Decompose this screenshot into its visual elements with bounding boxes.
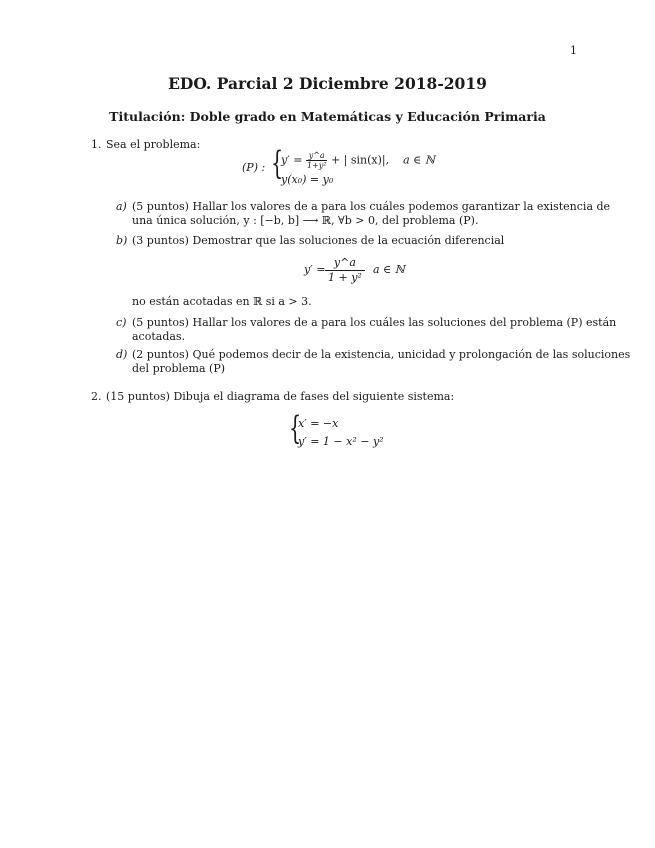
q1-part-c-label: c): [116, 316, 127, 329]
q2-eq2: y′ = 1 − x² − y²: [298, 435, 384, 448]
q1-b-eq-cond: a ∈ ℕ: [373, 263, 405, 276]
q1-part-d-line2: del problema (P): [132, 362, 226, 375]
q1-eq1-cond: a ∈ ℕ: [403, 153, 435, 167]
q1-b-eq-frac: [325, 256, 365, 285]
q1-eq1: [281, 151, 435, 170]
q1-b-eq-den: 1 + y²: [328, 271, 362, 284]
q1-eq1-frac-num: y^a: [306, 151, 328, 161]
q1-part-a-line2: una única solución, y : [−b, b] ⟶ ℝ, ∀b > 0, del problema (P).: [132, 214, 479, 227]
q1-system-label: (P) :: [242, 161, 266, 174]
q1-b-eq-lhs: y′ =: [304, 263, 326, 276]
page-number: 1: [570, 44, 577, 57]
q1-brace: {: [271, 144, 284, 182]
q2-brace: {: [289, 409, 302, 447]
q2-text: (15 puntos) Dibuja el diagrama de fases del siguiente sistema:: [106, 390, 455, 403]
q1-part-d-line1: (2 puntos) Qué podemos decir de la existencia, unicidad y prolongación de las soluciones: [132, 348, 631, 361]
q1-intro: Sea el problema:: [106, 138, 201, 151]
q1-part-c-line2: acotadas.: [132, 330, 186, 343]
q1-eq1-frac: [306, 151, 328, 170]
q2-eq1: x′ = −x: [298, 417, 339, 430]
q1-number: 1.: [91, 138, 102, 151]
q1-part-b-line1: (3 puntos) Demostrar que las soluciones de la ecuación diferencial: [132, 234, 505, 247]
q1-eq1-frac-den: 1+y²: [306, 161, 327, 170]
q1-part-a-line1: (5 puntos) Hallar los valores de a para los cuáles podemos garantizar la existencia de: [132, 200, 611, 213]
q1-eq1-lhs: y′ =: [281, 153, 303, 167]
exam-subtitle: Titulación: Doble grado en Matemáticas y Educación Primaria: [109, 109, 546, 124]
q1-b-eq-num: y^a: [325, 256, 365, 271]
q1-part-a-label: a): [116, 200, 127, 213]
q1-part-c-line1: (5 puntos) Hallar los valores de a para los cuáles las soluciones del problema (P) están: [132, 316, 617, 329]
q1-b-after: no están acotadas en ℝ si a > 3.: [132, 295, 312, 308]
q1-part-d-label: d): [116, 348, 128, 361]
q1-eq1-rest: + | sin(x)|,: [330, 153, 390, 167]
exam-title: EDO. Parcial 2 Diciembre 2018-2019: [168, 74, 487, 93]
q1-part-b-label: b): [116, 234, 128, 247]
q2-number: 2.: [91, 390, 102, 403]
q1-eq2: y(x₀) = y₀: [281, 173, 334, 186]
